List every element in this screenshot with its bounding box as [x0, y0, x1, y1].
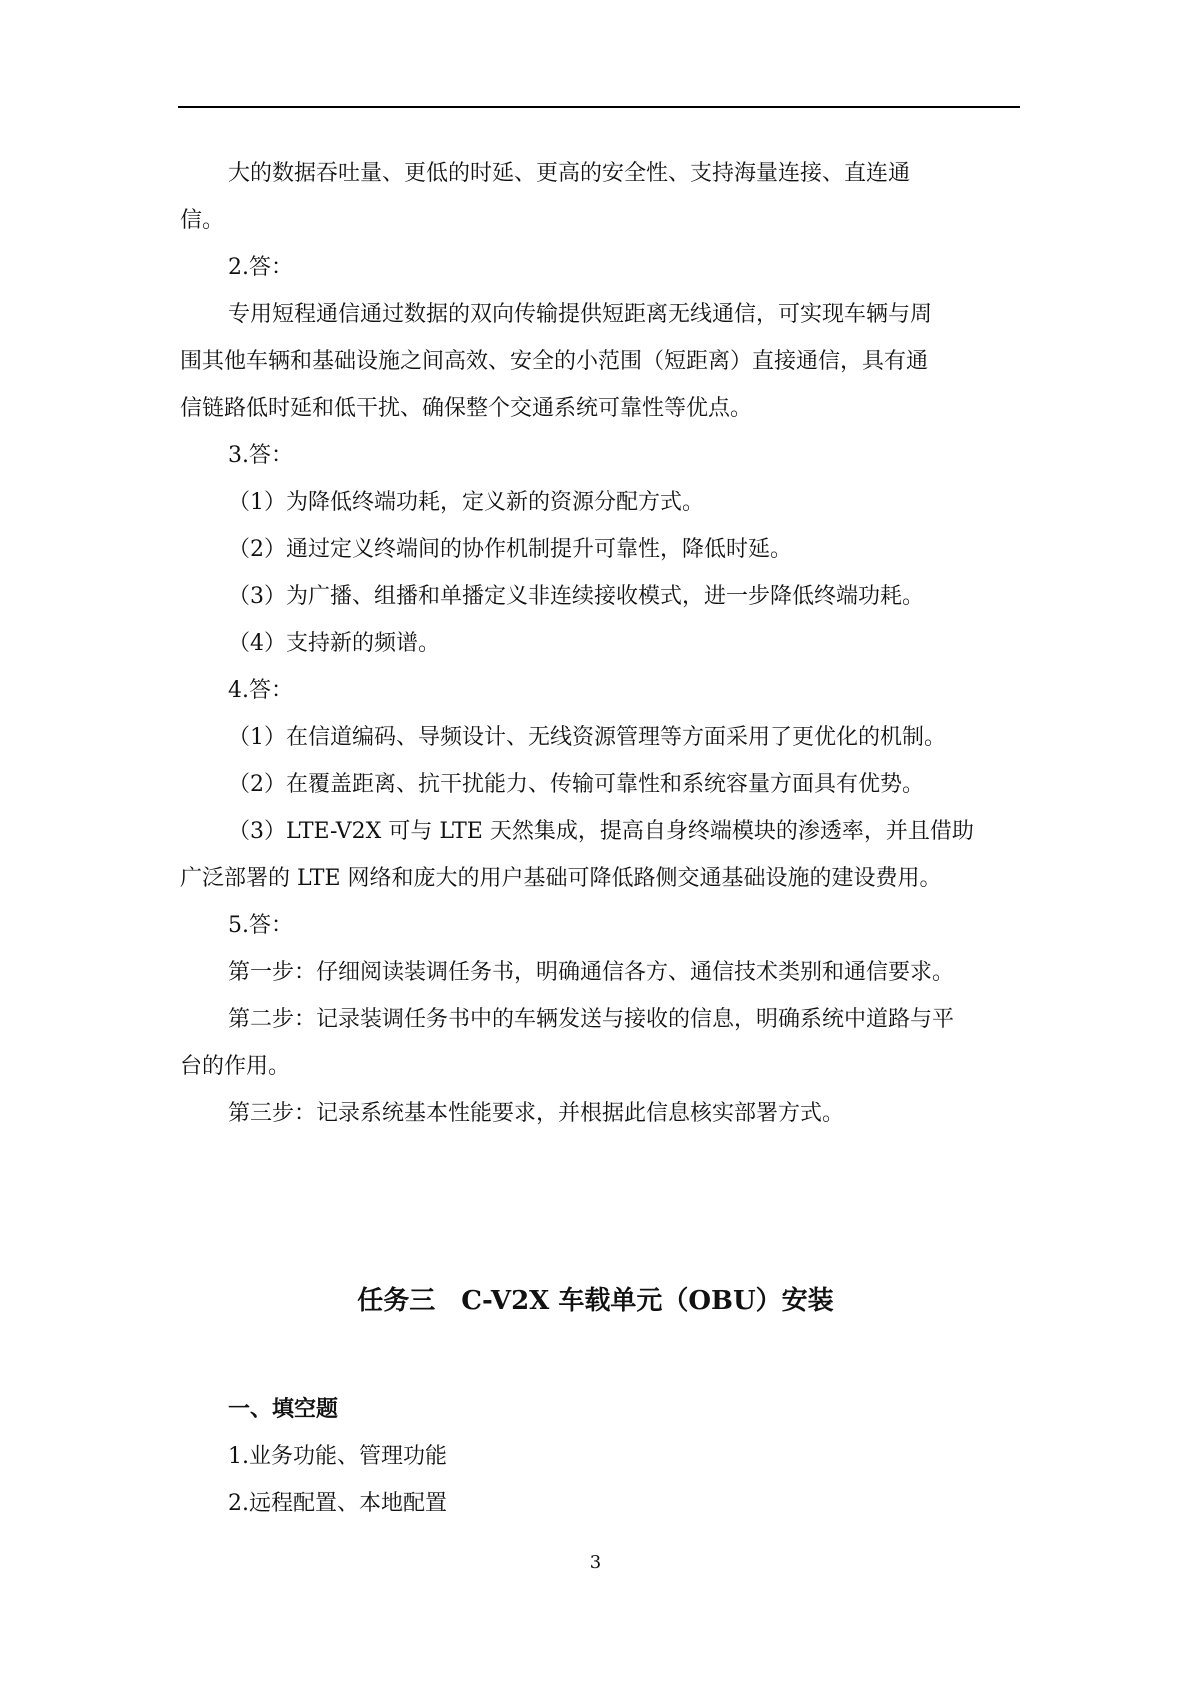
q3-label: 3.答：: [228, 443, 293, 468]
q3-item-4: （4）支持新的频谱。: [228, 631, 440, 656]
section-heading: 一、填空题: [228, 1396, 339, 1422]
q5-step-3: 第三步：记录系统基本性能要求，并根据此信息核实部署方式。: [228, 1101, 845, 1126]
q4-item-3-line-1: （3）LTE-V2X 可与 LTE 天然集成，提高自身终端模块的渗透率，并且借助: [228, 819, 974, 844]
q3-item-3: （3）为广播、组播和单播定义非连续接收模式，进一步降低终端功耗。: [228, 584, 924, 609]
q2-line-2: 围其他车辆和基础设施之间高效、安全的小范围（短距离）直接通信，具有通: [180, 349, 929, 374]
q3-item-2: （2）通过定义终端间的协作机制提升可靠性，降低时延。: [228, 537, 792, 562]
task-title: 任务三 C-V2X 车载单元（OBU）安装: [357, 1286, 834, 1316]
q2-label: 2.答：: [228, 255, 293, 280]
page-number: 3: [589, 1552, 602, 1573]
fill-in-blank-section: [180, 1386, 1020, 1527]
section-item-1: 1.业务功能、管理功能: [228, 1444, 447, 1469]
header-rule: [178, 106, 1020, 108]
q4-item-3-line-2: 广泛部署的 LTE 网络和庞大的用户基础可降低路侧交通基础设施的建设费用。: [180, 866, 942, 891]
section-item-2: 2.远程配置、本地配置: [228, 1491, 447, 1516]
answer-content: [180, 150, 1020, 1137]
q4-item-1: （1）在信道编码、导频设计、无线资源管理等方面采用了更优化的机制。: [228, 725, 946, 750]
q2-line-3: 信链路低时延和低干扰、确保整个交通系统可靠性等优点。: [180, 396, 753, 421]
q2-line-1: 专用短程通信通过数据的双向传输提供短距离无线通信，可实现车辆与周: [228, 302, 933, 327]
q5-step-2-line-2: 台的作用。: [180, 1054, 291, 1079]
q5-label: 5.答：: [228, 913, 293, 938]
q4-label: 4.答：: [228, 678, 293, 703]
q1-continuation-line-2: 信。: [180, 208, 225, 233]
q5-step-1: 第一步：仔细阅读装调任务书，明确通信各方、通信技术类别和通信要求。: [228, 960, 955, 985]
q3-item-1: （1）为降低终端功耗，定义新的资源分配方式。: [228, 490, 704, 515]
q5-step-2-line-1: 第二步：记录装调任务书中的车辆发送与接收的信息，明确系统中道路与平: [228, 1007, 955, 1032]
q4-item-2: （2）在覆盖距离、抗干扰能力、传输可靠性和系统容量方面具有优势。: [228, 772, 924, 797]
q1-continuation-line-1: 大的数据吞吐量、更低的时延、更高的安全性、支持海量连接、直连通: [228, 161, 911, 186]
